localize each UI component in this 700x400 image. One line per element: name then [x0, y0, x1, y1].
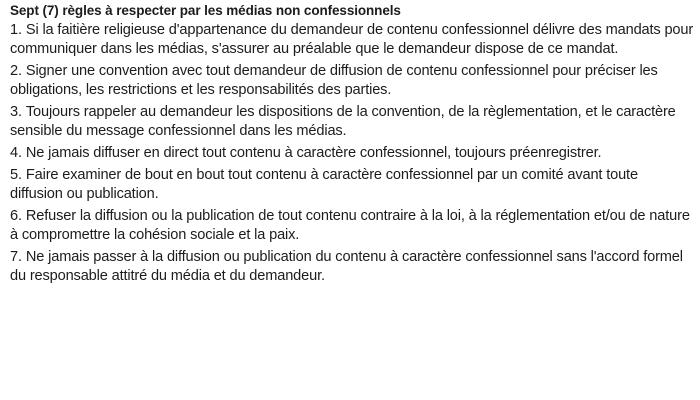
rule-2	[10, 62, 694, 100]
rule-3	[10, 103, 694, 141]
rule-text: Signer une convention avec tout demandeur de diffusion de contenu confessionnel pour préciser les obligations, les restrictions et les responsabilités des parties.	[10, 63, 658, 98]
rule-5	[10, 166, 694, 204]
rule-6	[10, 207, 694, 245]
rule-number: 7.	[10, 249, 22, 265]
document	[10, 2, 694, 289]
rule-text: Ne jamais diffuser en direct tout contenu à caractère confessionnel, toujours préenregistrer.	[25, 145, 602, 161]
rule-text: Ne jamais passer à la diffusion ou publication du contenu à caractère confessionnel sans l'accord formel du responsable attitré du média et du demandeur.	[10, 249, 683, 284]
rule-number: 2.	[10, 63, 22, 79]
rule-7	[10, 248, 694, 286]
rule-1	[10, 21, 694, 59]
document-title: Sept (7) règles à respecter par les médias non confessionnels	[10, 3, 401, 18]
rule-text: Toujours rappeler au demandeur les dispositions de la convention, de la règlementation, et le caractère sensible du message confessionnel dans les médias.	[10, 104, 676, 139]
rule-number: 5.	[10, 167, 22, 183]
rule-number: 3.	[10, 104, 22, 120]
rule-number: 4.	[10, 145, 22, 161]
rule-4	[10, 144, 694, 163]
rule-number: 6.	[10, 208, 22, 224]
rule-number: 1.	[10, 22, 22, 38]
rule-text: Faire examiner de bout en bout tout contenu à caractère confessionnel par un comité avant toute diffusion ou publication.	[10, 167, 638, 202]
rule-text: Si la faitière religieuse d'appartenance du demandeur de contenu confessionnel délivre des mandats pour communiquer dans les médias, s'assurer au préalable que le demandeur dispose de ce mandat.	[10, 22, 694, 57]
rule-text: Refuser la diffusion ou la publication de tout contenu contraire à la loi, à la réglementation et/ou de nature à compromettre la cohésion sociale et la paix.	[10, 208, 690, 243]
